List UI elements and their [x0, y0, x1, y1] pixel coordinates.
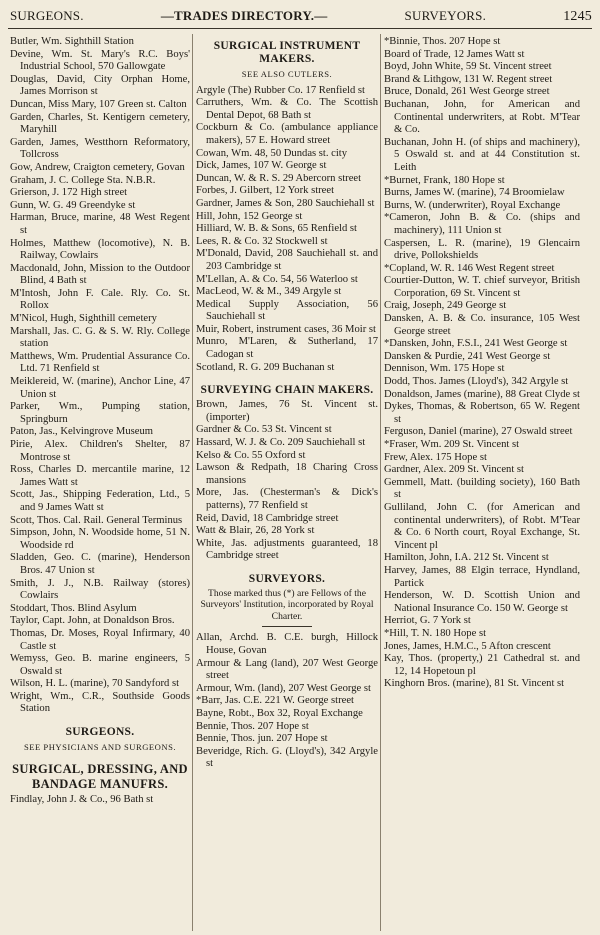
column-3 — [384, 36, 580, 931]
directory-entry: Grierson, J. 172 High street — [10, 187, 128, 199]
running-head-center: —TRADES DIRECTORY.— — [160, 8, 328, 23]
entry-list — [10, 36, 190, 716]
directory-entry: Brand & Lithgow, 131 W. Regent street — [384, 73, 553, 85]
directory-entry: Muir, Robert, instrument cases, 36 Moir st — [196, 323, 376, 335]
directory-entry: MacLeod, W. & M., 349 Argyle st — [196, 286, 342, 298]
directory-entry: Argyle (The) Rubber Co. 17 Renfield st — [196, 84, 365, 96]
directory-entry: Beveridge, Rich. G. (Lloyd's), 342 Argyle st — [196, 745, 378, 770]
directory-entry: Wilson, H. L. (marine), 70 Sandyford st — [10, 678, 180, 690]
running-head-right: SURVEYORS. — [404, 8, 487, 23]
directory-entry: Munro, M'Laren, & Sutherland, 17 Cadogan st — [196, 336, 378, 361]
directory-entry: *Hill, T. N. 180 Hope st — [384, 627, 487, 639]
directory-entry: Hill, John, 152 George st — [196, 210, 303, 222]
note-rule — [262, 626, 312, 627]
directory-entry: Holmes, Matthew (locomotive), N. B. Railway, Cowlairs — [10, 237, 190, 262]
directory-entry: Bennie, Thos. jun. 207 Hope st — [196, 733, 328, 745]
directory-entry: Forbes, J. Gilbert, 12 York street — [196, 185, 335, 197]
directory-entry: Thomas, Dr. Moses, Royal Infirmary, 40 Castle st — [10, 627, 190, 652]
directory-entry: Wemyss, Geo. B. marine engineers, 5 Oswald st — [10, 653, 190, 677]
section-note: Those marked thus (*) are Fellows of the Surveyors' Institution, incorporated by Royal Charter. — [200, 587, 374, 622]
directory-entry: Paton, Jas., Kelvingrove Museum — [10, 426, 154, 438]
directory-entry: Scotland, R. G. 209 Buchanan st — [196, 361, 335, 373]
directory-entry: Smith, J. J., N.B. Railway (stores) Cowlairs — [10, 577, 190, 602]
directory-entry: Dodd, Thos. James (Lloyd's), 342 Argyle st — [384, 376, 569, 388]
header-rule — [8, 28, 592, 29]
directory-entry: *Binnie, Thos. 207 Hope st — [384, 36, 501, 47]
directory-entry: *Copland, W. R. 146 West Regent street — [384, 262, 555, 274]
entry-list — [196, 399, 378, 563]
section-note: SEE ALSO CUTLERS. — [241, 69, 333, 79]
directory-entry: Taylor, Capt. John, at Donaldson Bros. — [10, 615, 175, 627]
directory-entry: Dick, James, 107 W. George st — [196, 160, 327, 172]
directory-entry: Henderson, W. D. Scottish Union and National Insurance Co. 150 W. George st — [384, 590, 580, 614]
directory-entry: Armour, Wm. (land), 207 West George st — [196, 682, 371, 694]
column-divider — [380, 34, 381, 931]
section-heading-dressing: SURGICAL, DRESSING, AND BANDAGE MANUFRS. — [12, 761, 188, 791]
directory-entry: Scott, Thos. Cal. Rail. General Terminus — [10, 514, 183, 526]
directory-entry: Meiklereid, W. (marine), Anchor Line, 47 Union st — [10, 376, 190, 400]
directory-entry: Gunn, W. G. 49 Greendyke st — [10, 199, 136, 211]
directory-entry: Pirie, Alex. Children's Shelter, 87 Montrose st — [10, 439, 190, 463]
directory-entry: Donaldson, James (marine), 88 Great Clyde st — [384, 388, 580, 400]
directory-entry: Kinghorn Bros. (marine), 81 St. Vincent st — [384, 678, 565, 690]
directory-entry: Butler, Wm. Sighthill Station — [10, 36, 134, 47]
directory-entry: Scott, Jas., Shipping Federation, Ltd., 5 and 9 James Watt st — [10, 489, 190, 513]
directory-entry: Harman, Bruce, marine, 48 West Regent st — [10, 212, 190, 236]
directory-entry: Douglas, David, City Orphan Home, James Morrison st — [10, 73, 190, 98]
directory-entry: Bennie, Thos. 207 Hope st — [196, 720, 309, 732]
section-heading-instrument-makers: SURGICAL INSTRUMENT MAKERS. — [213, 40, 361, 65]
directory-entry: M'Donald, David, 208 Sauchiehall st. and 203 Cambridge st — [196, 248, 378, 272]
directory-entry: Dansken, A. B. & Co. insurance, 105 West George street — [384, 313, 580, 337]
directory-entry: Gow, Andrew, Craigton cemetery, Govan — [10, 161, 185, 173]
section-heading-chain-makers: SURVEYING CHAIN MAKERS. — [200, 384, 374, 397]
directory-entry: M'Nicol, Hugh, Sighthill cemetery — [10, 313, 157, 325]
entry-list — [384, 36, 580, 691]
directory-entry: Hilliard, W. B. & Sons, 65 Renfield st — [196, 223, 357, 235]
directory-entry: Cowan, Wm. 48, 50 Dundas st. city — [196, 147, 348, 159]
entry-list — [196, 632, 378, 771]
directory-entry: Matthews, Wm. Prudential Assurance Co. Ltd. 71 Renfield st — [10, 350, 190, 375]
directory-entry: Kelso & Co. 55 Oxford st — [196, 449, 306, 461]
directory-entry: Dansken & Purdie, 241 West George st — [384, 350, 551, 362]
directory-entry: Burns, W. (underwriter), Royal Exchange — [384, 199, 561, 211]
column-1 — [10, 36, 190, 931]
section-heading-surveyors: SURVEYORS. — [248, 572, 326, 585]
directory-entry: Gemmell, Matt. (building society), 160 Bath st — [384, 476, 580, 501]
directory-entry: Gardner, Alex. 209 St. Vincent st — [384, 464, 524, 476]
directory-entry: *Cameron, John B. & Co. (ships and machinery), 111 Union st — [384, 212, 580, 236]
directory-entry: Harvey, James, 88 Elgin terrace, Hyndland, Partick — [384, 564, 580, 589]
directory-entry: Simpson, John, N. Woodside home, 51 N. Woodside rd — [10, 527, 190, 551]
directory-entry: *Burnet, Frank, 180 Hope st — [384, 174, 505, 186]
directory-entry: M'Lellan, A. & Co. 54, 56 Waterloo st — [196, 273, 358, 285]
directory-entry: Garden, Charles, St. Kentigern cemetery, Maryhill — [10, 111, 190, 136]
directory-entry: Lawson & Redpath, 18 Charing Cross mansions — [196, 462, 378, 486]
directory-entry: Duncan, Miss Mary, 107 Green st. Calton — [10, 98, 187, 110]
running-head-left: SURGEONS. — [10, 8, 84, 23]
column-divider — [192, 34, 193, 931]
directory-entry: Courtier-Dutton, W. T. chief surveyor, British Corporation, 69 St. Vincent st — [384, 275, 580, 299]
directory-entry: Macdonald, John, Mission to the Outdoor Blind, 4 Bath st — [10, 262, 190, 287]
directory-entry: M'Intosh, John F. Cale. Rly. Co. St. Rollox — [10, 287, 190, 312]
section-heading-surgeons: SURGEONS. — [65, 726, 135, 739]
directory-entry: White, Jas. adjustments guaranteed, 18 Cambridge street — [196, 537, 378, 562]
directory-entry: Dykes, Thomas, & Robertson, 65 W. Regent st — [384, 401, 580, 425]
directory-entry: Brown, James, 76 St. Vincent st. (importer) — [196, 399, 378, 423]
directory-entry: Burns, James W. (marine), 74 Broomielaw — [384, 187, 565, 199]
entry-list — [10, 794, 190, 807]
directory-entry: Bayne, Robt., Box 32, Royal Exchange — [196, 708, 363, 720]
directory-entry: Craig, Joseph, 249 George st — [384, 300, 507, 312]
page-number: 1245 — [563, 9, 592, 24]
directory-entry: Lees, R. & Co. 32 Stockwell st — [196, 235, 328, 247]
directory-entry: Reid, David, 18 Cambridge street — [196, 512, 339, 524]
directory-entry: More, Jas. (Chesterman's & Dick's patterns), 77 Renfield st — [196, 487, 378, 511]
directory-entry: Boyd, John White, 59 St. Vincent street — [384, 61, 552, 73]
directory-entry: Garden, James, Westthorn Reformatory, Tollcross — [10, 136, 190, 161]
directory-entry: Gardner & Co. 53 St. Vincent st — [196, 424, 332, 436]
directory-entry: Gardner, James & Son, 280 Sauchiehall st — [196, 197, 375, 209]
directory-entry: Frew, Alex. 175 Hope st — [384, 451, 487, 463]
directory-entry: Armour & Lang (land), 207 West George street — [196, 657, 378, 682]
directory-entry: Dennison, Wm. 175 Hope st — [384, 363, 505, 375]
directory-entry: Herriot, G. 7 York st — [384, 615, 471, 627]
directory-entry: Jones, James, H.M.C., 5 Afton crescent — [384, 640, 551, 652]
directory-entry: Buchanan, John H. (of ships and machinery), 5 Oswald st. and at 44 Constitution st. Leith — [384, 136, 580, 173]
directory-entry: *Dansken, John, F.S.I., 241 West George st — [384, 338, 568, 350]
directory-entry: Devine, Wm. St. Mary's R.C. Boys' Industrial School, 570 Gallowgate — [10, 48, 190, 73]
directory-entry: Graham, J. C. College Sta. N.B.R. — [10, 174, 156, 186]
directory-entry: Stoddart, Thos. Blind Asylum — [10, 602, 137, 614]
directory-entry: Kay, Thos. (property,) 21 Cathedral st. and 12, 14 Hopetoun pl — [384, 653, 580, 677]
directory-entry: Carruthers, Wm. & Co. The Scottish Dental Depot, 68 Bath st — [196, 97, 378, 121]
directory-entry: Ferguson, Daniel (marine), 27 Oswald street — [384, 426, 573, 438]
directory-entry: Sladden, Geo. C. (marine), Henderson Bros. 47 Union st — [10, 552, 190, 576]
directory-entry: Bruce, Donald, 261 West George street — [384, 86, 550, 98]
directory-entry: Watt & Blair, 26, 28 York st — [196, 525, 315, 537]
directory-entry: Duncan, W. & R. S. 29 Abercorn street — [196, 172, 362, 184]
directory-entry: *Fraser, Wm. 209 St. Vincent st — [384, 439, 520, 450]
directory-entry: Ross, Charles D. mercantile marine, 12 James Watt st — [10, 464, 190, 488]
directory-entry: *Barr, Jas. C.E. 221 W. George street — [196, 695, 354, 707]
directory-entry: Buchanan, John, for American and Continental underwriters, at Robt. M'Tear & Co. — [384, 98, 580, 136]
section-note: SEE PHYSICIANS AND SURGEONS. — [24, 742, 176, 753]
directory-entry: Hassard, W. J. & Co. 209 Sauchiehall st — [196, 437, 366, 449]
directory-entry: Hamilton, John, I.A. 212 St. Vincent st — [384, 552, 549, 564]
running-head — [10, 8, 592, 26]
directory-entry: Findlay, John J. & Co., 96 Bath st — [10, 793, 154, 805]
column-2 — [196, 36, 378, 931]
entry-list — [196, 85, 378, 375]
directory-entry: Caspersen, L. R. (marine), 19 Glencairn drive, Pollokshields — [384, 237, 580, 262]
directory-entry: Marshall, Jas. C. G. & S. W. Rly. College station — [10, 325, 190, 350]
directory-entry: Wright, Wm., C.R., Southside Goods Station — [10, 690, 190, 715]
directory-entry: Parker, Wm., Pumping station, Springburn — [10, 401, 190, 425]
directory-entry: Gulliland, John C. (for American and continental underwriters), of Robt. M'Tear & Co. 6 North court, Royal Exchange, St. Vincent pl — [384, 501, 580, 551]
directory-entry: Cockburn & Co. (ambulance appliance makers), 57 E. Howard street — [196, 122, 378, 146]
directory-entry: Allan, Archd. B. C.E. burgh, Hillock House, Govan — [196, 632, 378, 657]
directory-entry: Board of Trade, 12 James Watt st — [384, 48, 525, 60]
directory-entry: Medical Supply Association, 56 Sauchiehall st — [196, 298, 378, 323]
